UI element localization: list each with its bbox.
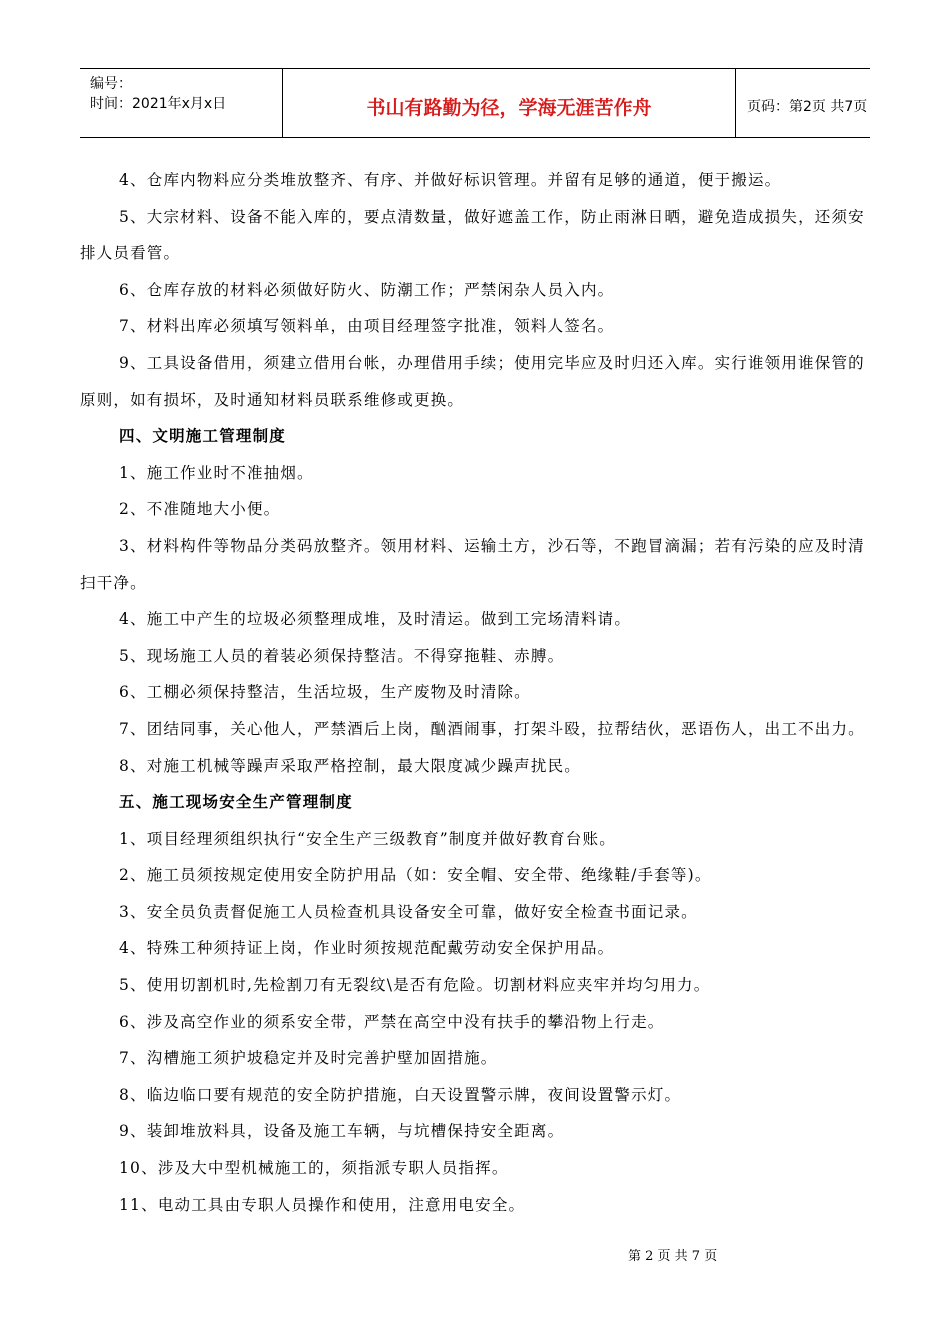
body-paragraph: 6、工棚必须保持整洁，生活垃圾，生产废物及时清除。 <box>119 683 531 702</box>
document-time-label: 时间：2021年x月x日 <box>90 96 227 112</box>
body-paragraph: 7、团结同事，关心他人，严禁酒后上岗，酗酒闹事，打架斗殴，拉帮结伙，恶语伤人，出工不出力。 <box>119 719 865 738</box>
body-paragraph: 1、施工作业时不准抽烟。 <box>119 463 314 482</box>
body-paragraph: 2、施工员须按规定使用安全防护用品（如：安全帽、安全带、绝缘鞋/手套等)。 <box>119 866 712 885</box>
body-paragraph: 2、不准随地大小便。 <box>119 500 281 519</box>
document-number-label: 编号： <box>90 76 132 92</box>
body-paragraph: 9、装卸堆放料具，设备及施工车辆，与坑槽保持安全距离。 <box>119 1122 565 1141</box>
header-motto: 书山有路勤为径，学海无涯苦作舟 <box>366 97 652 119</box>
document-body <box>80 162 875 1223</box>
body-paragraph: 4、仓库内物料应分类堆放整齐、有序、并做好标识管理。并留有足够的通道，便于搬运。 <box>119 171 782 189</box>
body-paragraph: 7、沟槽施工须护坡稳定并及时完善护壁加固措施。 <box>119 1049 498 1068</box>
header-motto-cell <box>282 69 736 137</box>
body-paragraph: 5、现场施工人员的着装必须保持整洁。不得穿拖鞋、赤膊。 <box>119 646 565 665</box>
body-paragraph: 10、涉及大中型机械施工的，须指派专职人员指挥。 <box>119 1159 509 1178</box>
header-meta-cell <box>80 69 282 137</box>
body-paragraph: 6、仓库存放的材料必须做好防火、防潮工作；严禁闲杂人员入内。 <box>119 280 615 299</box>
body-paragraph: 8、对施工机械等躁声采取严格控制，最大限度减少躁声扰民。 <box>119 756 581 775</box>
body-paragraph: 8、临边临口要有规范的安全防护措施，白天设置警示牌，夜间设置警示灯。 <box>119 1085 682 1104</box>
body-paragraph: 7、材料出库必须填写领料单，由项目经理签字批准，领料人签名。 <box>119 317 615 336</box>
body-paragraph: 3、安全员负责督促施工人员检查机具设备安全可靠，做好安全检查书面记录。 <box>119 902 698 921</box>
body-paragraph: 5、使用切割机时,先检割刀有无裂纹\是否有危险。切割材料应夹牢并均匀用力。 <box>119 976 711 995</box>
header-page-cell <box>735 69 870 137</box>
body-paragraph: 1、项目经理须组织执行“安全生产三级教育”制度并做好教育台账。 <box>119 829 616 848</box>
document-header <box>80 68 870 138</box>
body-paragraph: 4、施工中产生的垃圾必须整理成堆，及时清运。做到工完场清料请。 <box>119 610 632 629</box>
body-paragraph: 9、工具设备借用，须建立借用台帐，办理借用手续；使用完毕应及时归还入库。实行谁领用谁保管的原则，如有损坏，及时通知材料员联系维修或更换。 <box>80 353 865 409</box>
body-paragraph: 6、涉及高空作业的须系安全带，严禁在高空中没有扶手的攀沿物上行走。 <box>119 1012 665 1031</box>
body-paragraph: 11、电动工具由专职人员操作和使用，注意用电安全。 <box>119 1195 526 1214</box>
body-paragraph: 3、材料构件等物品分类码放整齐。领用材料、运输土方，沙石等，不跑冒滴漏；若有污染的应及时清扫干净。 <box>80 536 865 592</box>
section-heading: 四、文明施工管理制度 <box>119 426 287 446</box>
body-paragraph: 5、大宗材料、设备不能入库的，要点清数量，做好遮盖工作，防止雨淋日晒，避免造成损失，还须安排人员看管。 <box>80 207 865 263</box>
footer-page-number: 第 2 页 共 7 页 <box>628 1249 718 1264</box>
section-heading: 五、施工现场安全生产管理制度 <box>119 792 353 812</box>
header-page-number: 页码：第2页 共7页 <box>747 99 868 115</box>
body-paragraph: 4、特殊工种须持证上岗，作业时须按规范配戴劳动安全保护用品。 <box>119 939 615 958</box>
